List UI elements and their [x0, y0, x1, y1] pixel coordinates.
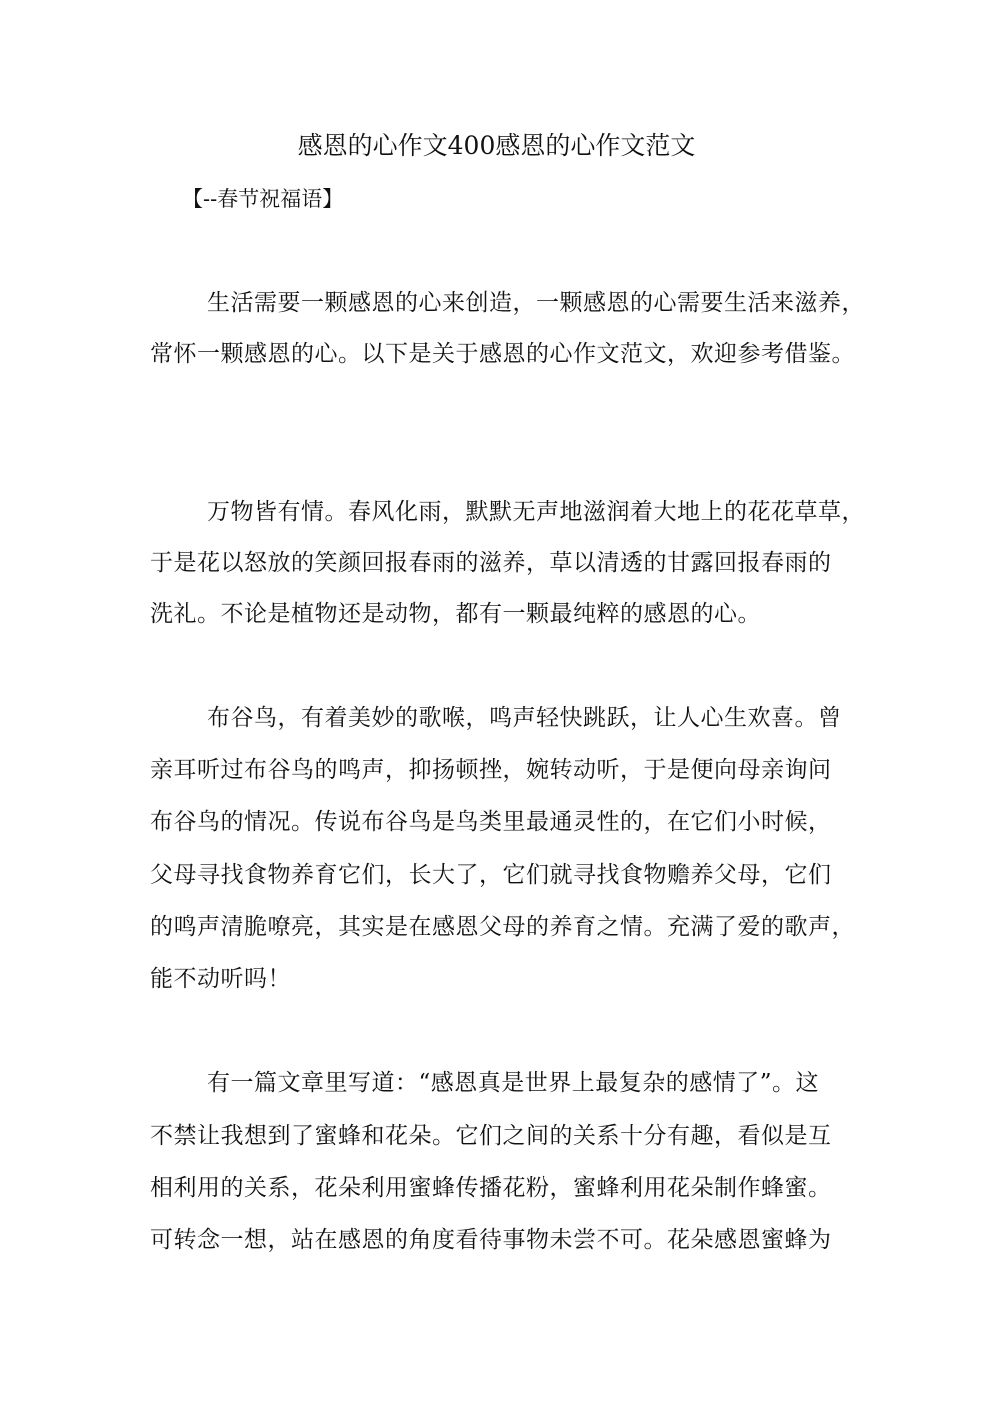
document-subtitle: 【--春节祝福语】 — [182, 187, 344, 211]
text-line: 相利用的关系，花朵利用蜜蜂传播花粉，蜜蜂利用花朵制作蜂蜜。 — [150, 1175, 832, 1201]
text-line: 父母寻找食物养育它们，长大了，它们就寻找食物赡养父母，它们 — [150, 862, 832, 888]
text-line: 洗礼。不论是植物还是动物，都有一颗最纯粹的感恩的心。 — [150, 601, 761, 627]
text-line: 有一篇文章里写道：“感恩真是世界上最复杂的感情了”。这 — [207, 1070, 820, 1096]
text-line: 布谷鸟的情况。传说布谷鸟是鸟类里最通灵性的，在它们小时候， — [150, 809, 832, 835]
text-line: 的鸣声清脆嘹亮，其实是在感恩父母的养育之情。充满了爱的歌声， — [150, 914, 855, 940]
text-line: 布谷鸟，有着美妙的歌喉，鸣声轻快跳跃，让人心生欢喜。曾 — [207, 705, 842, 731]
text-line: 能不动听吗！ — [150, 966, 291, 992]
text-line: 亲耳听过布谷鸟的鸣声，抑扬顿挫，婉转动听，于是便向母亲询问 — [150, 757, 832, 783]
document-title: 感恩的心作文400感恩的心作文范文 — [297, 131, 696, 160]
text-line: 万物皆有情。春风化雨，默默无声地滋润着大地上的花花草草， — [207, 499, 865, 525]
text-line: 常怀一颗感恩的心。以下是关于感恩的心作文范文，欢迎参考借鉴。 — [150, 341, 855, 367]
text-line: 不禁让我想到了蜜蜂和花朵。它们之间的关系十分有趣，看似是互 — [150, 1123, 832, 1149]
text-line: 可转念一想，站在感恩的角度看待事物未尝不可。花朵感恩蜜蜂为 — [150, 1227, 832, 1253]
text-line: 于是花以怒放的笑颜回报春雨的滋养，草以清透的甘露回报春雨的 — [150, 550, 832, 576]
text-line: 生活需要一颗感恩的心来创造，一颗感恩的心需要生活来滋养， — [207, 290, 865, 316]
